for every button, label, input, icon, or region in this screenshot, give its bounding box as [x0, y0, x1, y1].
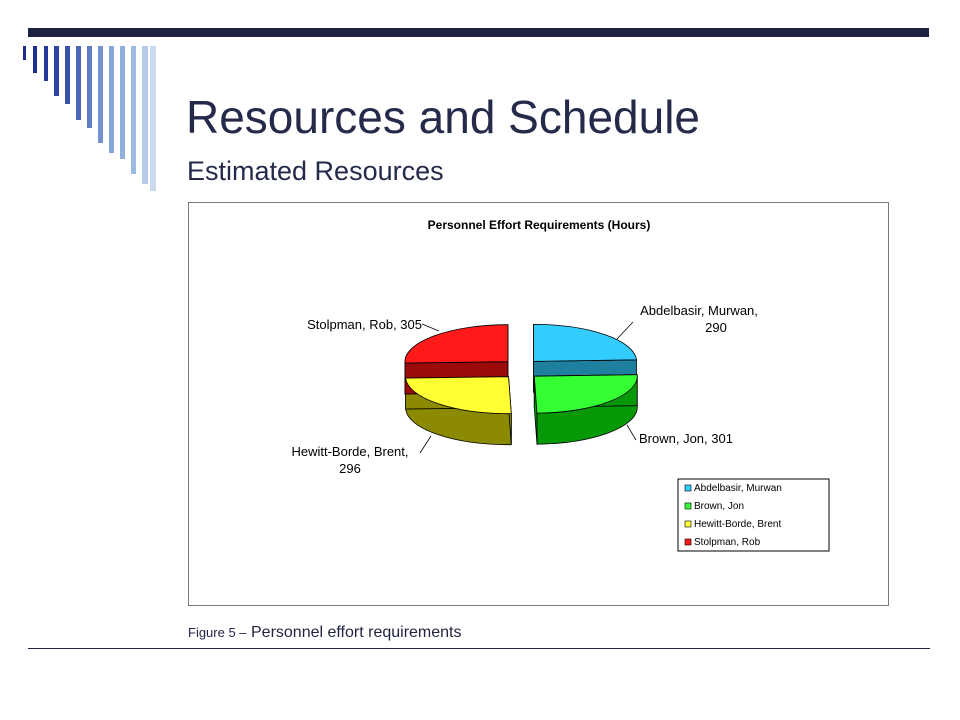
legend-swatch	[685, 539, 691, 545]
leader-line	[617, 322, 633, 339]
chart-legend	[678, 479, 829, 551]
legend-swatch	[685, 521, 691, 527]
figure-caption	[188, 624, 461, 642]
data-label: Hewitt-Borde, Brent, 296	[291, 444, 409, 476]
stripe	[76, 46, 81, 120]
decorative-stripes	[0, 0, 160, 200]
stripe	[23, 46, 26, 60]
legend-label: Hewitt-Borde, Brent	[694, 519, 782, 530]
data-label: Brown, Jon, 301	[639, 431, 733, 446]
stripe	[109, 46, 114, 153]
stripe	[87, 46, 92, 128]
legend-label: Brown, Jon	[694, 501, 745, 512]
leader-line	[422, 324, 439, 331]
data-labels	[291, 303, 757, 476]
legend-swatch	[685, 503, 691, 509]
stripe	[142, 46, 148, 184]
legend-swatch	[685, 485, 691, 491]
slide-title: Resources and Schedule	[186, 91, 700, 143]
slide-subtitle: Estimated Resources	[187, 156, 444, 186]
bottom-rule	[28, 648, 930, 649]
pie-chart	[189, 203, 890, 607]
stripe	[131, 46, 136, 174]
chart-title: Personnel Effort Requirements (Hours)	[427, 218, 651, 232]
leader-line	[627, 425, 636, 440]
stripe	[65, 46, 70, 104]
data-label: Stolpman, Rob, 305	[307, 317, 422, 332]
pie-slices	[405, 324, 637, 444]
chart-frame	[188, 202, 889, 606]
leader-line	[420, 436, 431, 453]
stripe	[54, 46, 59, 96]
stripe	[98, 46, 103, 143]
top-rule	[28, 28, 929, 37]
legend-label: Abdelbasir, Murwan	[694, 483, 782, 494]
data-label: Abdelbasir, Murwan, 290	[640, 303, 758, 335]
legend-label: Stolpman, Rob	[694, 537, 761, 548]
stripe	[120, 46, 125, 159]
caption-text: Personnel effort requirements	[251, 624, 462, 641]
pie-slice-abdelbasir-murwan	[534, 324, 637, 361]
stripe	[44, 46, 48, 81]
stripe	[150, 46, 156, 191]
stripe	[33, 46, 37, 73]
caption-lead: Figure 5 –	[188, 625, 247, 640]
